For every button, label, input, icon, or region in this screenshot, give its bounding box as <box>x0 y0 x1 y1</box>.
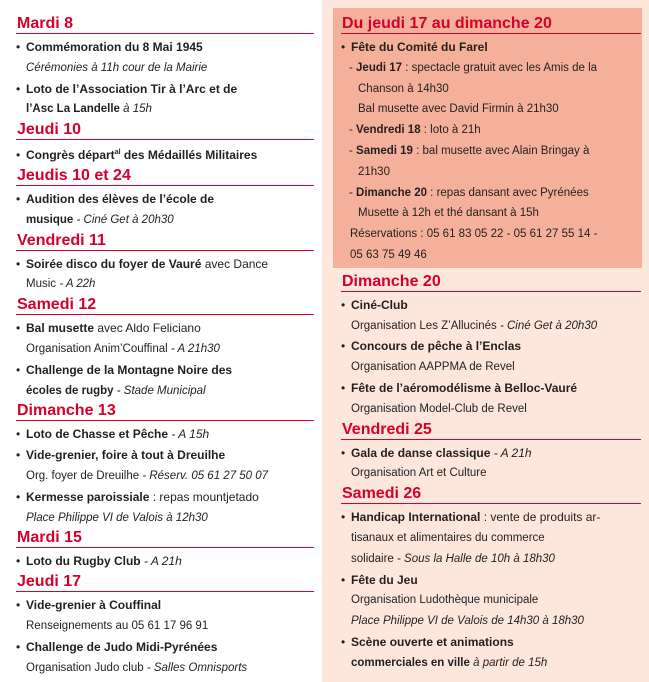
event-title: Challenge de Judo Midi-Pyrénées <box>26 639 218 654</box>
event-title: Scène ouverte et animations <box>351 634 514 649</box>
event-item <box>341 336 641 357</box>
sub-event-cont: Musette à 12h et thé dansant à 15h <box>358 207 539 220</box>
event-item <box>341 378 641 399</box>
event-item <box>16 79 314 100</box>
event-item <box>16 254 314 275</box>
left-column <box>0 0 322 682</box>
event-item <box>16 143 314 166</box>
event-time: - A 21h <box>140 554 182 569</box>
event-detail: Renseignements au 05 61 17 96 91 <box>26 619 209 632</box>
event-place: - Ciné Get à 20h30 <box>73 213 174 226</box>
event-item <box>341 443 641 464</box>
day-heading: Vendredi 25 <box>341 420 641 440</box>
sub-event-day: Samedi 19 <box>356 144 413 157</box>
right-column <box>333 0 649 682</box>
event-org: Org. foyer de Dreuilhe <box>26 469 140 482</box>
event-detail <box>16 210 314 231</box>
event-org: Organisation AAPPMA de Revel <box>351 361 515 374</box>
bullet: • <box>341 339 346 354</box>
event-time: à partir de 15h <box>469 656 548 669</box>
day-heading: Jeudi 17 <box>16 572 314 592</box>
sub-event: - Vendredi 18 : loto à 21h <box>349 124 481 137</box>
event-item <box>341 507 641 528</box>
bullet: • <box>341 40 346 54</box>
event-org: Organisation Model-Club de Revel <box>351 402 527 415</box>
event-title: Bal musette <box>26 321 95 336</box>
bullet: • <box>16 362 21 377</box>
bullet: • <box>341 572 346 587</box>
event-title: Audition des élèves de l’école de <box>26 191 215 206</box>
bullet: • <box>341 380 346 395</box>
event-title: Fête du Jeu <box>351 572 418 587</box>
event-detail <box>341 653 641 674</box>
sub-event-cont: 21h30 <box>358 165 390 178</box>
event-title: Commémoration du 8 Mai 1945 <box>26 40 203 54</box>
event-place: - Sous la Halle de 10h à 18h30 <box>393 552 555 565</box>
event-title: Soirée disco du foyer de Vauré <box>26 256 202 271</box>
event-item <box>16 189 314 210</box>
event-title: Loto de Chasse et Pêche <box>26 427 169 442</box>
day-heading: Dimanche 20 <box>341 272 641 292</box>
event-item <box>16 424 314 445</box>
event-place: - Salles Omnisports <box>143 661 248 674</box>
event-time: - A 21h30 <box>167 342 220 355</box>
sub-event: - Samedi 19 : bal musette avec Alain Bringay à <box>349 144 590 157</box>
sub-event: - Jeudi 17 : spectacle gratuit avec les Amis de la <box>349 61 598 74</box>
event-title: Fête du Comité du Farel <box>351 40 488 54</box>
bullet: • <box>16 598 21 613</box>
event-title: Ciné-Club <box>351 297 408 312</box>
event-text: : repas mountjetado <box>149 489 259 504</box>
event-org: Organisation Anim’Couffinal <box>26 342 168 355</box>
reservation-phones: Réservations : 05 61 83 05 22 - 05 61 27 55 14 - <box>350 228 598 241</box>
sub-event: - Dimanche 20 : repas dansant avec Pyrénées <box>349 186 589 199</box>
bullet: • <box>16 81 21 96</box>
bullet: • <box>16 40 21 54</box>
day-heading: Jeudis 10 et 24 <box>16 166 314 186</box>
event-detail: Cérémonies à 11h cour de la Mairie <box>26 61 208 74</box>
event-title: l’Asc La Landelle <box>26 103 120 116</box>
event-text: avec Dance <box>201 256 269 271</box>
event-item <box>341 570 641 591</box>
event-item <box>16 595 314 616</box>
event-detail <box>341 549 641 570</box>
event-title: écoles de rugby <box>26 384 114 397</box>
event-item <box>16 551 314 572</box>
event-text: avec Aldo Feliciano <box>94 321 201 336</box>
sub-event-text: : loto à 21h <box>420 124 481 137</box>
event-detail <box>16 658 314 679</box>
bullet: • <box>341 445 346 460</box>
bullet: • <box>341 510 346 525</box>
event-title: Loto du Rugby Club <box>26 554 141 569</box>
event-place: Place Philippe VI de Valois à 12h30 <box>26 511 208 524</box>
event-title-part: Congrès départ <box>26 148 115 163</box>
sub-event-cont: Bal musette avec David Firmin à 21h30 <box>358 103 559 116</box>
event-title: musique <box>26 213 74 226</box>
event-time: - A 22h <box>56 278 96 291</box>
event-item <box>341 632 641 653</box>
bullet: • <box>16 148 21 163</box>
event-org: Organisation Ludothèque municipale <box>351 594 539 607</box>
event-title: Kermesse paroissiale <box>26 489 150 504</box>
event-time: - A 21h <box>490 445 532 460</box>
event-item <box>341 37 641 58</box>
event-title: Fête de l’aéromodélisme à Belloc-Vauré <box>351 380 578 395</box>
event-detail <box>16 339 314 360</box>
day-heading: Samedi 26 <box>341 484 641 504</box>
event-title: Concours de pêche à l’Enclas <box>351 339 522 354</box>
event-title: Challenge de la Montagne Noire des <box>26 362 233 377</box>
event-item <box>16 637 314 658</box>
bullet: • <box>16 639 21 654</box>
event-detail <box>16 274 314 295</box>
event-item <box>16 360 314 381</box>
event-title: Vide-grenier, foire à tout à Dreuilhe <box>26 448 226 463</box>
event-time: - A 15h <box>168 427 210 442</box>
event-title: commerciales en ville <box>351 656 470 669</box>
event-title-part: des Médaillés Militaires <box>120 148 258 163</box>
bullet: • <box>341 634 346 649</box>
day-heading: Vendredi 11 <box>16 231 314 251</box>
event-detail <box>16 99 314 120</box>
sub-event-day: Vendredi 18 <box>356 124 421 137</box>
event-item <box>341 295 641 316</box>
event-item <box>16 487 314 508</box>
event-place: Place Philippe VI de Valois de 14h30 à 18h30 <box>351 615 584 628</box>
event-item <box>16 37 314 58</box>
event-text: : vente de produits ar- <box>480 510 601 525</box>
sub-event-text: : bal musette avec Alain Bringay à <box>412 144 590 157</box>
day-heading: Samedi 12 <box>16 295 314 315</box>
bullet: • <box>16 427 21 442</box>
event-detail <box>16 381 314 402</box>
day-heading: Mardi 8 <box>16 14 314 34</box>
bullet: • <box>16 448 21 463</box>
day-heading: Mardi 15 <box>16 528 314 548</box>
event-time: à 15h <box>123 103 152 116</box>
sub-event-text: : spectacle gratuit avec les Amis de la <box>402 61 598 74</box>
event-detail: tisanaux et alimentaires du commerce <box>351 531 545 544</box>
bullet: • <box>16 554 21 569</box>
event-org: Organisation Art et Culture <box>351 467 487 480</box>
bullet: • <box>341 297 346 312</box>
bullet: • <box>16 191 21 206</box>
event-place: - Ciné Get à 20h30 <box>496 319 598 332</box>
event-title: Loto de l’Association Tir à l’Arc et de <box>26 81 238 96</box>
event-reservation: - Réserv. 05 61 27 50 07 <box>139 469 269 482</box>
day-heading: Dimanche 13 <box>16 401 314 421</box>
bullet: • <box>16 256 21 271</box>
sub-event-text: : repas dansant avec Pyrénées <box>426 186 589 199</box>
event-text: Music <box>26 278 57 291</box>
bullet: • <box>16 489 21 504</box>
event-org: Organisation Les Z’Allucinés <box>351 319 497 332</box>
event-item <box>16 445 314 466</box>
sub-event-day: Jeudi 17 <box>356 61 403 74</box>
sub-event-day: Dimanche 20 <box>356 186 427 199</box>
day-heading: Jeudi 10 <box>16 120 314 140</box>
event-place: - Stade Municipal <box>113 384 206 397</box>
sub-event-cont: Chanson à 14h30 <box>358 82 449 95</box>
event-title: Handicap International <box>351 510 481 525</box>
bullet: • <box>16 321 21 336</box>
event-title: Gala de danse classique <box>351 445 491 460</box>
event-text: solidaire <box>351 552 394 565</box>
day-heading: Du jeudi 17 au dimanche 20 <box>341 14 641 34</box>
event-detail <box>341 316 641 337</box>
event-org: Organisation Judo club <box>26 661 144 674</box>
event-title-sup: al <box>114 149 121 157</box>
event-title: Vide-grenier à Couffinal <box>26 598 162 613</box>
event-item <box>16 318 314 339</box>
event-detail <box>16 466 314 487</box>
reservation-phones: 05 63 75 49 46 <box>350 248 427 261</box>
